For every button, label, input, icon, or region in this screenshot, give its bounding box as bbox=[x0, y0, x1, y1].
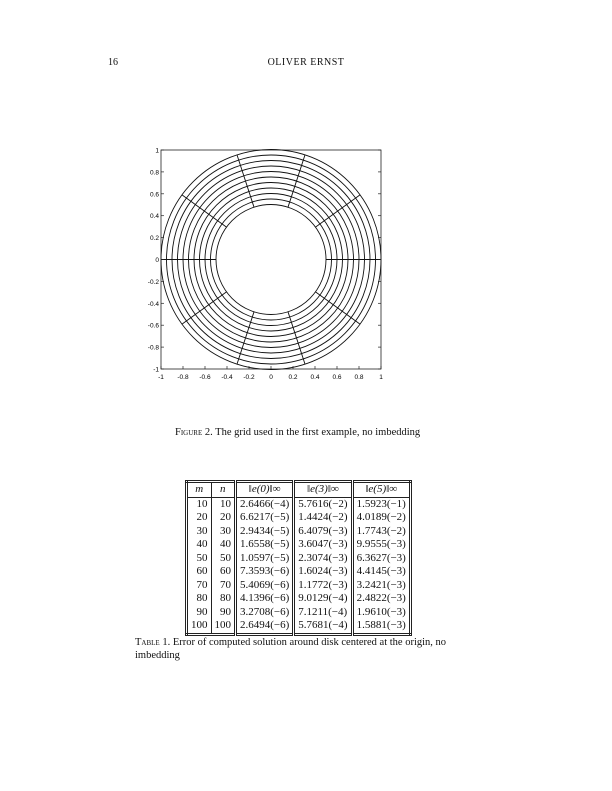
column-header: ‖e(3)‖∞ bbox=[294, 482, 352, 498]
table-row bbox=[187, 497, 411, 511]
y-tick-label: -0.2 bbox=[147, 278, 159, 286]
grid-ring bbox=[200, 188, 343, 331]
table-cell: 5.7681(−4) bbox=[294, 619, 352, 634]
table-cell: 4.4145(−3) bbox=[352, 565, 410, 579]
x-tick-label: -0.6 bbox=[199, 374, 211, 381]
figure-caption-text: The grid used in the first example, no imbedding bbox=[212, 427, 421, 438]
table-cell: 2.4822(−3) bbox=[352, 592, 410, 606]
table-cell: 3.2708(−6) bbox=[236, 606, 294, 620]
grid-figure bbox=[130, 140, 400, 400]
y-tick-label: 0.6 bbox=[149, 191, 159, 199]
figure-label: Figure 2. bbox=[175, 427, 213, 438]
table-cell: 2.3074(−3) bbox=[294, 552, 352, 566]
column-header: ‖e(0)‖∞ bbox=[236, 482, 294, 498]
x-tick-label: -0.2 bbox=[243, 374, 255, 381]
column-header: n bbox=[211, 482, 236, 498]
grid-ring bbox=[211, 199, 332, 320]
table-row bbox=[187, 579, 411, 593]
table-cell: 40 bbox=[196, 538, 208, 551]
error-table bbox=[185, 480, 412, 636]
table-cell: 6.4079(−3) bbox=[294, 525, 352, 539]
column-header: ‖e(5)‖∞ bbox=[352, 482, 410, 498]
table-cell: 1.6024(−3) bbox=[294, 565, 352, 579]
table-cell: 9.9555(−3) bbox=[352, 538, 410, 552]
table-row bbox=[187, 565, 411, 579]
table-caption-text: Error of computed solution around disk centered at the origin, no imbedding bbox=[135, 637, 447, 661]
column-header: m bbox=[187, 482, 212, 498]
table-row bbox=[187, 619, 411, 634]
x-tick-label: 0.6 bbox=[332, 374, 342, 381]
table-cell: 4.0189(−2) bbox=[352, 511, 410, 525]
table-cell: 2.6494(−6) bbox=[236, 619, 294, 634]
table-cell: 6.3627(−3) bbox=[352, 552, 410, 566]
table-cell: 60 bbox=[211, 565, 236, 579]
table-cell: 50 bbox=[211, 552, 236, 566]
table-cell: 6.6217(−5) bbox=[236, 511, 294, 525]
x-tick-label: 0.2 bbox=[288, 374, 298, 381]
table-cell: 10 bbox=[196, 497, 208, 510]
table-cell: 10 bbox=[211, 497, 236, 511]
table-cell: 90 bbox=[196, 605, 208, 618]
x-tick-label: -0.8 bbox=[177, 374, 189, 381]
table-cell: 90 bbox=[211, 606, 236, 620]
y-tick-label: -0.8 bbox=[147, 344, 159, 352]
x-tick-label: -0.4 bbox=[221, 374, 233, 381]
table-cell: 1.6558(−5) bbox=[236, 538, 294, 552]
grid-ring bbox=[216, 205, 326, 315]
table-cell: 60 bbox=[196, 565, 208, 578]
table-cell: 20 bbox=[211, 511, 236, 525]
table-cell: 70 bbox=[211, 579, 236, 593]
table-cell: 80 bbox=[196, 592, 208, 605]
table-cell: 1.5923(−1) bbox=[352, 497, 410, 511]
table-cell: 1.4424(−2) bbox=[294, 511, 352, 525]
table-cell: 30 bbox=[211, 525, 236, 539]
y-tick-label: -0.6 bbox=[147, 322, 159, 330]
table-cell: 5.7616(−2) bbox=[294, 497, 352, 511]
y-tick-label: 1 bbox=[155, 147, 159, 155]
table-cell: 2.9434(−5) bbox=[236, 525, 294, 539]
table-cell: 40 bbox=[211, 538, 236, 552]
grid-radial-line bbox=[182, 292, 226, 324]
table-cell: 50 bbox=[196, 551, 208, 564]
x-tick-label: 0.4 bbox=[310, 374, 320, 381]
table-cell: 1.1772(−3) bbox=[294, 579, 352, 593]
grid-radial-line bbox=[182, 195, 226, 227]
grid-radial-line bbox=[315, 195, 359, 227]
table-cell: 3.6047(−3) bbox=[294, 538, 352, 552]
table-cell: 100 bbox=[211, 619, 236, 634]
table-cell: 100 bbox=[191, 619, 208, 632]
table-cell: 7.1211(−4) bbox=[294, 606, 352, 620]
grid-ring bbox=[194, 183, 348, 337]
x-tick-label: -1 bbox=[158, 374, 164, 381]
y-tick-label: 0.4 bbox=[149, 213, 159, 221]
grid-radial-line bbox=[315, 292, 359, 324]
y-tick-label: -1 bbox=[153, 366, 159, 374]
grid-ring bbox=[205, 194, 337, 326]
table-cell: 1.7743(−2) bbox=[352, 525, 410, 539]
y-tick-label: 0 bbox=[155, 257, 159, 264]
table-row bbox=[187, 592, 411, 606]
table-cell: 20 bbox=[196, 511, 208, 524]
table-row bbox=[187, 525, 411, 539]
table-cell: 5.4069(−6) bbox=[236, 579, 294, 593]
table-cell: 1.9610(−3) bbox=[352, 606, 410, 620]
table-header-row bbox=[187, 482, 411, 498]
y-tick-label: 0.8 bbox=[149, 169, 159, 177]
table-row bbox=[187, 606, 411, 620]
running-head: OLIVER ERNST bbox=[267, 57, 345, 68]
y-tick-label: 0.2 bbox=[149, 235, 159, 243]
table-row bbox=[187, 511, 411, 525]
x-tick-label: 1 bbox=[379, 374, 383, 381]
table-cell: 80 bbox=[211, 592, 236, 606]
table-cell: 3.2421(−3) bbox=[352, 579, 410, 593]
page-number: 16 bbox=[108, 57, 118, 68]
table-cell: 7.3593(−6) bbox=[236, 565, 294, 579]
figure-caption bbox=[175, 427, 420, 438]
y-tick-label: -0.4 bbox=[147, 300, 159, 308]
table-cell: 1.0597(−5) bbox=[236, 552, 294, 566]
table-cell: 70 bbox=[196, 578, 208, 591]
table-row bbox=[187, 552, 411, 566]
x-tick-label: 0 bbox=[269, 374, 273, 381]
table-cell: 4.1396(−6) bbox=[236, 592, 294, 606]
table-cell: 9.0129(−4) bbox=[294, 592, 352, 606]
table-label: Table 1. bbox=[135, 637, 171, 648]
x-tick-label: 0.8 bbox=[354, 374, 364, 381]
table-cell: 1.5881(−3) bbox=[352, 619, 410, 634]
table-cell: 30 bbox=[196, 524, 208, 537]
table-row bbox=[187, 538, 411, 552]
table-caption bbox=[135, 636, 480, 662]
table-cell: 2.6466(−4) bbox=[236, 497, 294, 511]
